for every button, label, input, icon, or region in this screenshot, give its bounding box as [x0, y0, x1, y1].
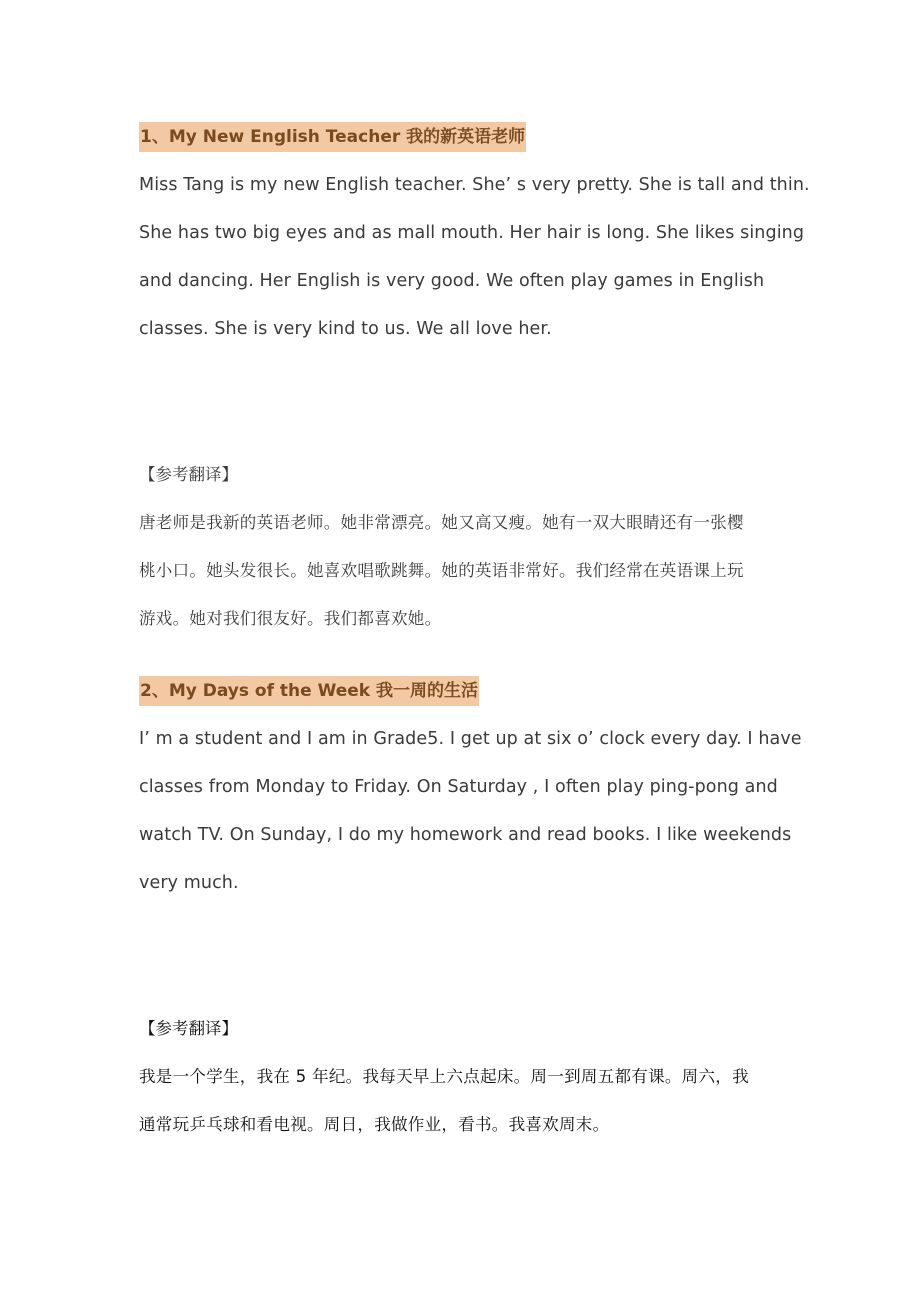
- section-1-english-text: [139, 161, 810, 353]
- section-1-chinese-translation: [139, 499, 799, 643]
- section-1-reference-label: 【参考翻译】: [139, 465, 238, 484]
- section-2-english-text: [139, 715, 802, 907]
- translation-line: 唐老师是我新的英语老师。她非常漂亮。她又高又瘦。她有一双大眼睛还有一张樱: [139, 513, 744, 532]
- paragraph-line: watch TV. On Sunday, I do my homework and read books. I like weekends: [139, 825, 792, 845]
- paragraph-line: I’ m a student and I am in Grade5. I get up at six o’ clock every day. I have: [139, 729, 802, 749]
- paragraph-line: very much.: [139, 873, 239, 893]
- translation-line: 我是一个学生，我在 5 年纪。我每天早上六点起床。周一到周五都有课。周六，我: [139, 1067, 749, 1086]
- section-2-heading: 2、My Days of the Week 我一周的生活: [139, 676, 479, 706]
- paragraph-line: classes. She is very kind to us. We all love her.: [139, 319, 552, 339]
- section-1-heading: 1、My New English Teacher 我的新英语老师: [139, 122, 526, 152]
- translation-line: 桃小口。她头发很长。她喜欢唱歌跳舞。她的英语非常好。我们经常在英语课上玩: [139, 561, 744, 580]
- paragraph-line: Miss Tang is my new English teacher. She’ s very pretty. She is tall and thin.: [139, 175, 810, 195]
- translation-line: 通常玩乒乓球和看电视。周日，我做作业，看书。我喜欢周末。: [139, 1115, 610, 1134]
- paragraph-line: She has two big eyes and as mall mouth. Her hair is long. She likes singing: [139, 223, 805, 243]
- paragraph-line: classes from Monday to Friday. On Saturday , I often play ping-pong and: [139, 777, 778, 797]
- paragraph-line: and dancing. Her English is very good. We often play games in English: [139, 271, 765, 291]
- translation-line: 游戏。她对我们很友好。我们都喜欢她。: [139, 609, 442, 628]
- section-2-chinese-translation: [139, 1053, 799, 1149]
- section-2-reference-label: 【参考翻译】: [139, 1019, 238, 1038]
